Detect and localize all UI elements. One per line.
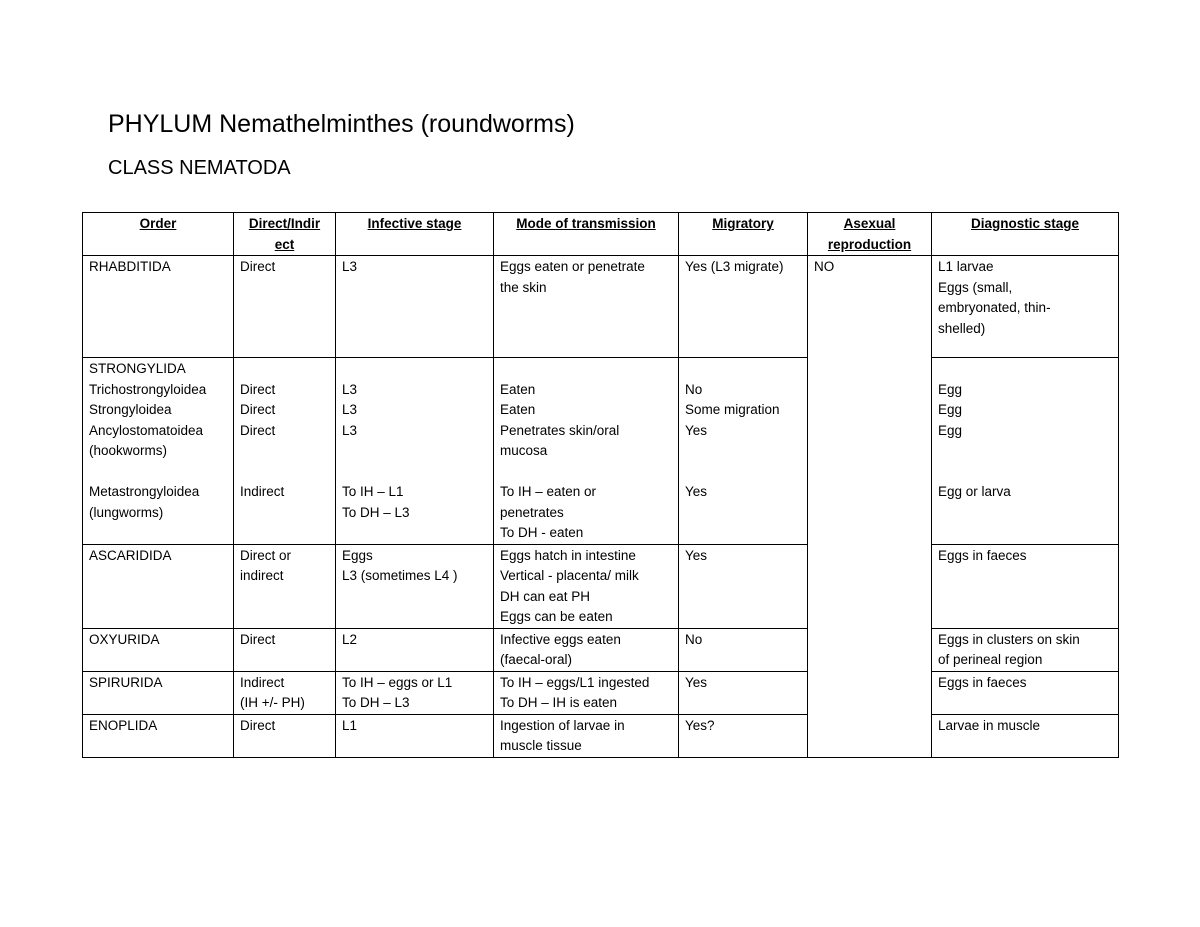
table-row-ascaridida [83, 544, 1119, 628]
cell-mode: Infective eggs eaten (faecal-oral) [494, 628, 679, 671]
cell-diagnostic: Egg Egg Egg Egg or larva [932, 358, 1119, 545]
cell-mode: Eggs eaten or penetrate the skin [494, 256, 679, 358]
cell-direct: Direct or indirect [234, 544, 336, 628]
header-order: Order [83, 213, 234, 256]
header-infective-stage: Infective stage [336, 213, 494, 256]
cell-infective: Eggs L3 (sometimes L4 ) [336, 544, 494, 628]
cell-diagnostic: Eggs in faeces [932, 671, 1119, 714]
cell-order: OXYURIDA [83, 628, 234, 671]
table-row-rhabditida [83, 256, 1119, 358]
cell-infective: L1 [336, 714, 494, 757]
header-asexual-reproduction: Asexual reproduction [808, 213, 932, 256]
cell-diagnostic: L1 larvae Eggs (small, embryonated, thin- shelled) [932, 256, 1119, 358]
cell-migratory: Yes [679, 544, 808, 628]
header-mode-of-transmission: Mode of transmission [494, 213, 679, 256]
cell-order: ENOPLIDA [83, 714, 234, 757]
cell-order: STRONGYLIDA Trichostrongyloidea Strongyloidea Ancylostomatoidea (hookworms) Metastrongyloidea (lungworms) [83, 358, 234, 545]
header-diagnostic-stage: Diagnostic stage [932, 213, 1119, 256]
table-row-enoplida [83, 714, 1119, 757]
cell-direct: Direct [234, 628, 336, 671]
cell-migratory: Yes [679, 671, 808, 714]
cell-mode: Eaten Eaten Penetrates skin/oral mucosa To IH – eaten or penetrates To DH - eaten [494, 358, 679, 545]
cell-infective: L2 [336, 628, 494, 671]
cell-diagnostic: Eggs in faeces [932, 544, 1119, 628]
header-migratory: Migratory [679, 213, 808, 256]
cell-mode: To IH – eggs/L1 ingested To DH – IH is eaten [494, 671, 679, 714]
table-header-row [83, 213, 1119, 256]
cell-order: ASCARIDIDA [83, 544, 234, 628]
cell-diagnostic: Larvae in muscle [932, 714, 1119, 757]
nematoda-table [82, 212, 1119, 758]
cell-direct: Direct [234, 714, 336, 757]
header-direct-indirect: Direct/Indir ect [234, 213, 336, 256]
cell-mode: Eggs hatch in intestine Vertical - placenta/ milk DH can eat PH Eggs can be eaten [494, 544, 679, 628]
cell-direct: Direct [234, 256, 336, 358]
page-title: PHYLUM Nemathelminthes (roundworms) [108, 110, 575, 138]
cell-mode: Ingestion of larvae in muscle tissue [494, 714, 679, 757]
cell-migratory: Yes (L3 migrate) [679, 256, 808, 358]
cell-direct: Indirect (IH +/- PH) [234, 671, 336, 714]
table-row-strongylida [83, 358, 1119, 545]
table-row-spirurida [83, 671, 1119, 714]
cell-order: RHABDITIDA [83, 256, 234, 358]
table-row-oxyurida [83, 628, 1119, 671]
asexual-value: NO [814, 259, 835, 274]
page-subtitle: CLASS NEMATODA [108, 157, 291, 179]
cell-migratory: No Some migration Yes Yes [679, 358, 808, 545]
cell-migratory: No [679, 628, 808, 671]
cell-infective: L3 [336, 256, 494, 358]
cell-infective: To IH – eggs or L1 To DH – L3 [336, 671, 494, 714]
cell-order: SPIRURIDA [83, 671, 234, 714]
cell-diagnostic: Eggs in clusters on skin of perineal region [932, 628, 1119, 671]
cell-infective: L3 L3 L3 To IH – L1 To DH – L3 [336, 358, 494, 545]
cell-asexual-reproduction [808, 256, 932, 758]
cell-direct: Direct Direct Direct Indirect [234, 358, 336, 545]
cell-migratory: Yes? [679, 714, 808, 757]
